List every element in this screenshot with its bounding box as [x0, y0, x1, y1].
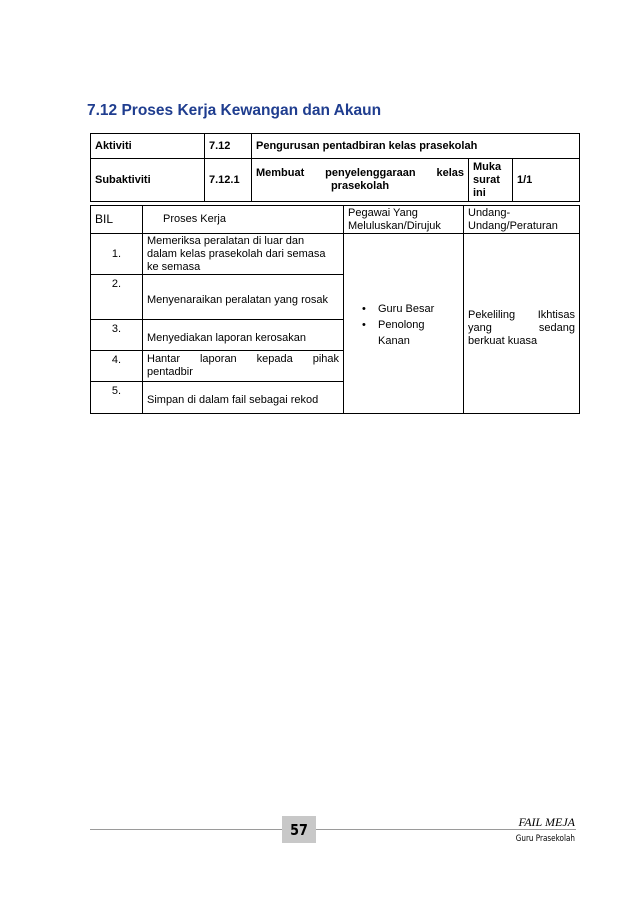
page-label-line3: ini: [473, 186, 486, 199]
col-pegawai-header: [344, 206, 464, 234]
undang-cell: [464, 234, 580, 414]
row-3-number: 3.: [91, 320, 143, 351]
col-pegawai-header-line1: Pegawai Yang: [348, 207, 418, 219]
col-undang-header-line1: Undang-: [468, 207, 511, 219]
undang-line3: berkuat kuasa: [468, 335, 538, 347]
col-bil-header: BIL: [91, 206, 143, 234]
footer-doc-sub: Guru Prasekolah: [515, 834, 575, 844]
page-label: [469, 159, 513, 202]
subactivity-code: 7.12.1: [205, 159, 252, 202]
page-value: 1/1: [513, 159, 580, 202]
row-1-text-line3: ke semasa: [147, 260, 201, 273]
col-undang-header-line2: Undang/Peraturan: [468, 220, 558, 232]
activity-label: Aktiviti: [91, 134, 205, 159]
col-pegawai-header-line2: Meluluskan/Dirujuk: [348, 220, 441, 232]
subactivity-desc: [252, 159, 469, 202]
row-4-number: 4.: [91, 351, 143, 382]
process-row-1: [91, 234, 580, 275]
undang-line2: yang sedang: [468, 322, 575, 334]
row-5-number: 5.: [91, 382, 143, 414]
subactivity-desc-line2: prasekolah: [330, 180, 390, 192]
row-4-text-line1: Hantar laporan kepada pihak: [147, 353, 339, 365]
row-2-number: 2.: [91, 275, 143, 320]
activity-code: 7.12: [205, 134, 252, 159]
row-1-text-line2: dalam kelas prasekolah dari semasa: [147, 247, 326, 260]
page-number: 57: [282, 816, 316, 843]
process-table: [90, 205, 580, 414]
activity-row: [91, 134, 580, 159]
pegawai-item-2: • Penolong Kanan: [362, 318, 425, 347]
activity-desc: Pengurusan pentadbiran kelas prasekolah: [252, 134, 580, 159]
activity-header-table: [90, 133, 580, 202]
subactivity-desc-line1: Membuat penyelenggaraan kelas: [256, 167, 464, 179]
col-proses-header: Proses Kerja: [143, 206, 344, 234]
row-1-text: [143, 234, 344, 275]
page-label-line2: surat: [473, 173, 500, 186]
page-label-line1: Muka: [473, 160, 502, 173]
row-2-text: Menyenaraikan peralatan yang rosak: [143, 275, 344, 320]
footer-doc-name: FAIL MEJA: [518, 815, 575, 829]
row-1-text-line1: Memeriksa peralatan di luar dan: [147, 234, 305, 247]
process-header-row: [91, 206, 580, 234]
row-3-text: Menyediakan laporan kerosakan: [143, 320, 344, 351]
subactivity-row: [91, 159, 580, 202]
row-1-number: 1.: [91, 234, 143, 275]
section-title: 7.12 Proses Kerja Kewangan dan Akaun: [87, 102, 382, 119]
pegawai-item-1: • Guru Besar: [362, 302, 435, 315]
col-undang-header: [464, 206, 580, 234]
undang-line1: Pekeliling Ikhtisas: [468, 309, 575, 321]
subactivity-label: Subaktiviti: [91, 159, 205, 202]
pegawai-cell: [344, 234, 464, 414]
row-5-text: Simpan di dalam fail sebagai rekod: [143, 382, 344, 414]
row-4-text-line2: pentadbir: [147, 366, 193, 378]
row-4-text: [143, 351, 344, 382]
